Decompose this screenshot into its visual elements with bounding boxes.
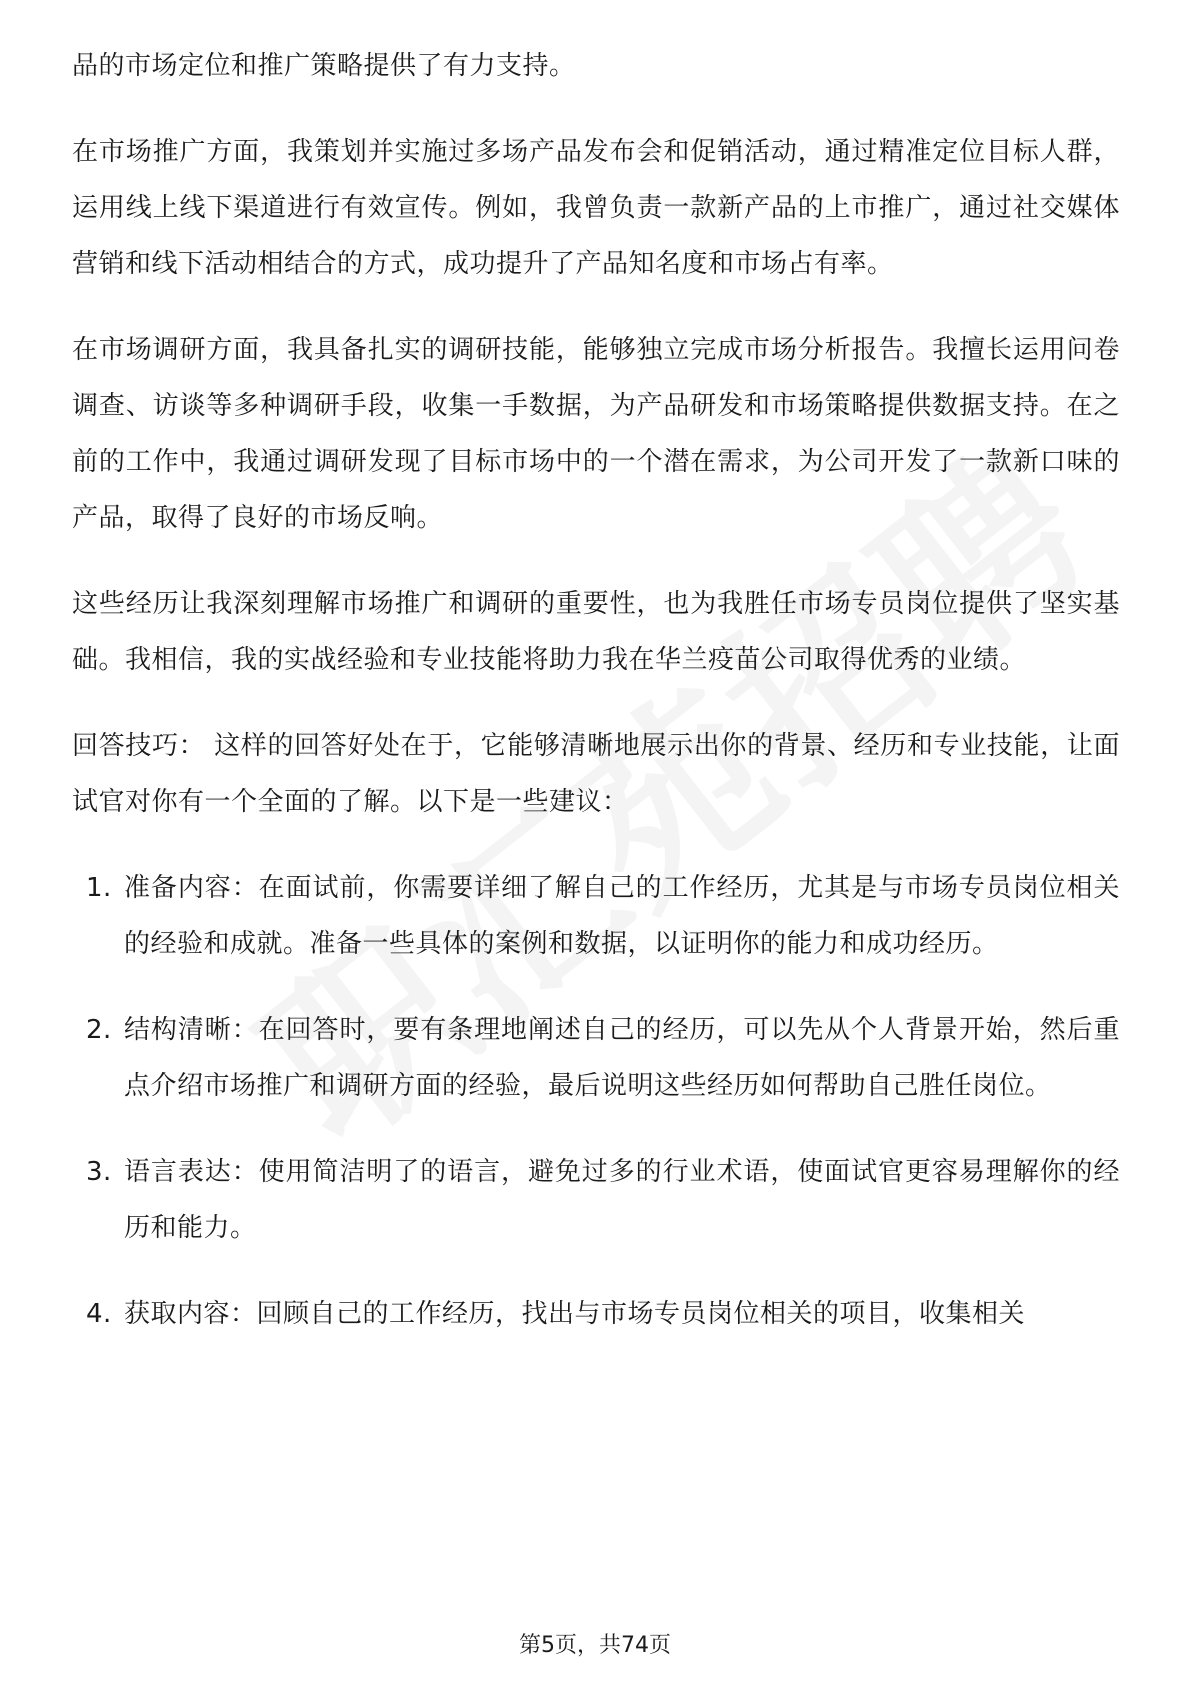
list-item-text: 语言表达：使用简洁明了的语言，避免过多的行业术语，使面试官更容易理解你的经历和能力。 — [124, 1157, 1120, 1243]
paragraph-market-research: 在市场调研方面，我具备扎实的调研技能，能够独立完成市场分析报告。我擅长运用问卷调查、访谈等多种调研手段，收集一手数据，为产品研发和市场策略提供数据支持。在之前的工作中，我通过调研发现了目标市场中的一个潜在需求，为公司开发了一款新口味的产品，取得了良好的市场反响。 — [72, 335, 1120, 533]
list-item — [72, 1002, 1120, 1114]
list-item-text: 结构清晰：在回答时，要有条理地阐述自己的经历，可以先从个人背景开始，然后重点介绍市场推广和调研方面的经验，最后说明这些经历如何帮助自己胜任岗位。 — [124, 1015, 1120, 1101]
page-footer — [0, 1628, 1190, 1659]
document-body — [72, 38, 1120, 1372]
list-item — [72, 1144, 1120, 1256]
list-item-text: 准备内容：在面试前，你需要详细了解自己的工作经历，尤其是与市场专员岗位相关的经验和成就。准备一些具体的案例和数据，以证明你的能力和成功经历。 — [124, 873, 1120, 959]
page-number: 第5页，共74页 — [519, 1633, 671, 1658]
list-item — [72, 860, 1120, 972]
list-item — [72, 1286, 1120, 1342]
paragraph-answer-tips: 回答技巧： 这样的回答好处在于，它能够清晰地展示出你的背景、经历和专业技能，让面试官对你有一个全面的了解。以下是一些建议： — [72, 731, 1120, 817]
list-item-number: 4. — [86, 1299, 112, 1329]
paragraph-continuation: 品的市场定位和推广策略提供了有力支持。 — [72, 51, 576, 81]
list-item-text: 获取内容：回顾自己的工作经历，找出与市场专员岗位相关的项目，收集相关 — [124, 1299, 1026, 1329]
list-item-number: 3. — [86, 1157, 112, 1187]
list-item-number: 1. — [86, 873, 112, 903]
paragraph-summary: 这些经历让我深刻理解市场推广和调研的重要性，也为我胜任市场专员岗位提供了坚实基础。我相信，我的实战经验和专业技能将助力我在华兰疫苗公司取得优秀的业绩。 — [72, 589, 1120, 675]
paragraph-marketing-promotion: 在市场推广方面，我策划并实施过多场产品发布会和促销活动，通过精准定位目标人群，运用线上线下渠道进行有效宣传。例如，我曾负责一款新产品的上市推广，通过社交媒体营销和线下活动相结合的方式，成功提升了产品知名度和市场占有率。 — [72, 137, 1120, 279]
tips-list — [72, 860, 1120, 1342]
list-item-number: 2. — [86, 1015, 112, 1045]
